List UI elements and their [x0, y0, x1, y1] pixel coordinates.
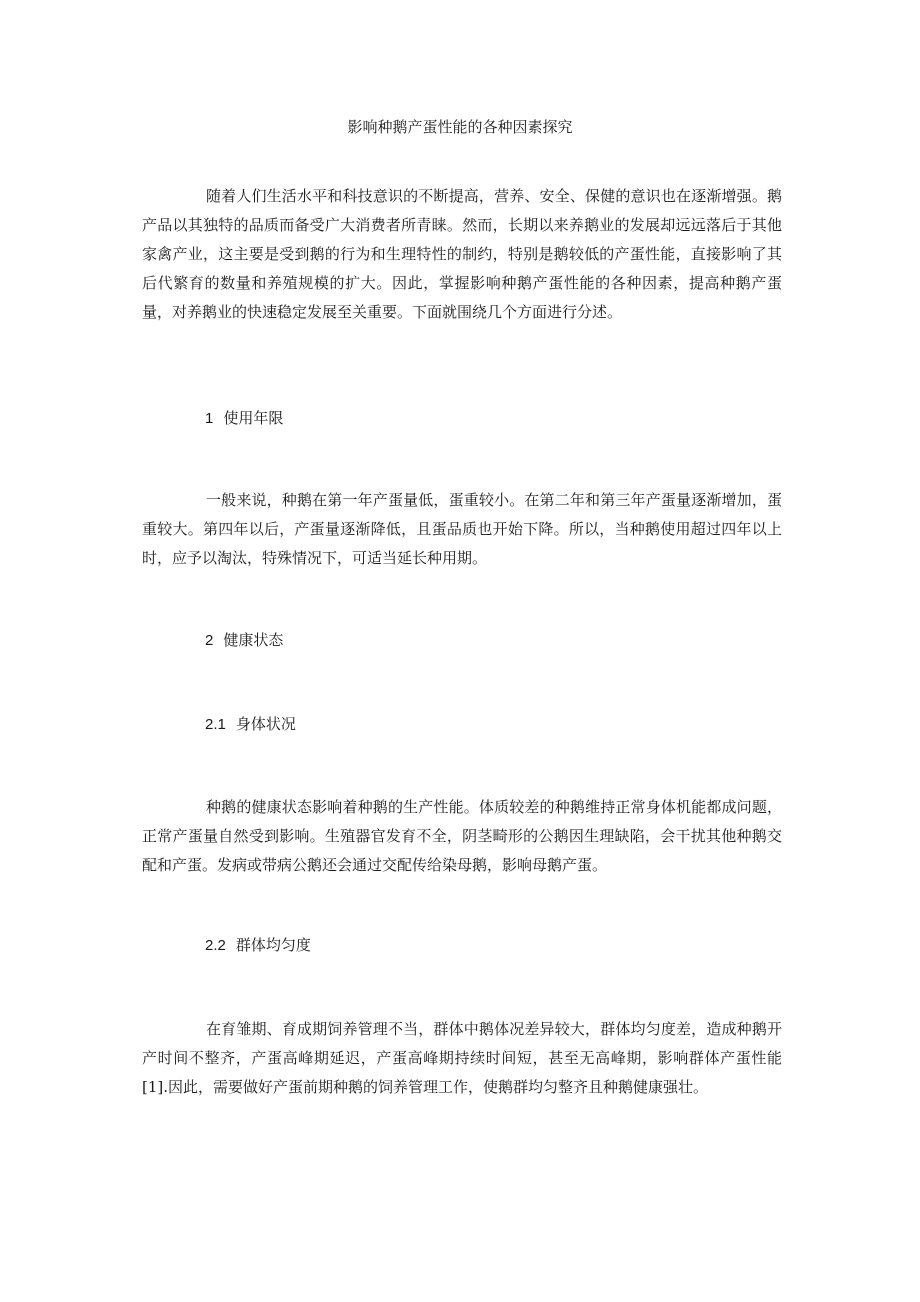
subsection-2-2-paragraph: 在育雏期、育成期饲养管理不当，群体中鹅体况差异较大，群体均匀度差，造成种鹅开产时间不整齐，产蛋高峰期延迟，产蛋高峰期持续时间短，甚至无高峰期，影响群体产蛋性能[1].因此，需要做好产蛋前期种鹅的饲养管理工作，使鹅群均匀整齐且种鹅健康强壮。: [142, 1020, 782, 1096]
section-heading-text: 健康状态: [223, 631, 284, 649]
subsection-number: 2.1: [205, 716, 226, 733]
subsection-heading-2-2: [205, 935, 311, 956]
section-heading-1: [205, 408, 283, 429]
section-heading-2: [205, 630, 283, 651]
subsection-number: 2.2: [205, 937, 226, 954]
intro-paragraph: 随着人们生活水平和科技意识的不断提高，营养、安全、保健的意识也在逐渐增强。鹅产品以其独特的品质而备受广大消费者所青睐。然而，长期以来养鹅业的发展却远远落后于其他家禽产业，这主要是受到鹅的行为和生理特性的制约，特别是鹅较低的产蛋性能，直接影响了其后代繁育的数量和养殖规模的扩大。因此，掌握影响种鹅产蛋性能的各种因素，提高种鹅产蛋量，对养鹅业的快速稳定发展至关重要。下面就围绕几个方面进行分述。: [142, 187, 782, 321]
section-1-paragraph: 一般来说，种鹅在第一年产蛋量低，蛋重较小。在第二年和第三年产蛋量逐渐增加，蛋重较大。第四年以后，产蛋量逐渐降低，且蛋品质也开始下降。所以，当种鹅使用超过四年以上时，应予以淘汰，特殊情况下，可适当延长种用期。: [142, 491, 782, 567]
section-number: 1: [205, 410, 214, 427]
section-heading-text: 使用年限: [223, 409, 284, 427]
subsection-heading-text: 群体均匀度: [235, 936, 311, 954]
subsection-heading-text: 身体状况: [235, 715, 296, 733]
section-number: 2: [205, 632, 214, 649]
subsection-2-1-paragraph: 种鹅的健康状态影响着种鹅的生产性能。体质较差的种鹅维持正常身体机能都成问题，正常产蛋量自然受到影响。生殖器官发育不全，阴茎畸形的公鹅因生理缺陷，会干扰其他种鹅交配和产蛋。发病或带病公鹅还会通过交配传给染母鹅，影响母鹅产蛋。: [142, 798, 782, 874]
subsection-heading-2-1: [205, 714, 296, 735]
document-title: 影响种鹅产蛋性能的各种因素探究: [347, 118, 573, 136]
